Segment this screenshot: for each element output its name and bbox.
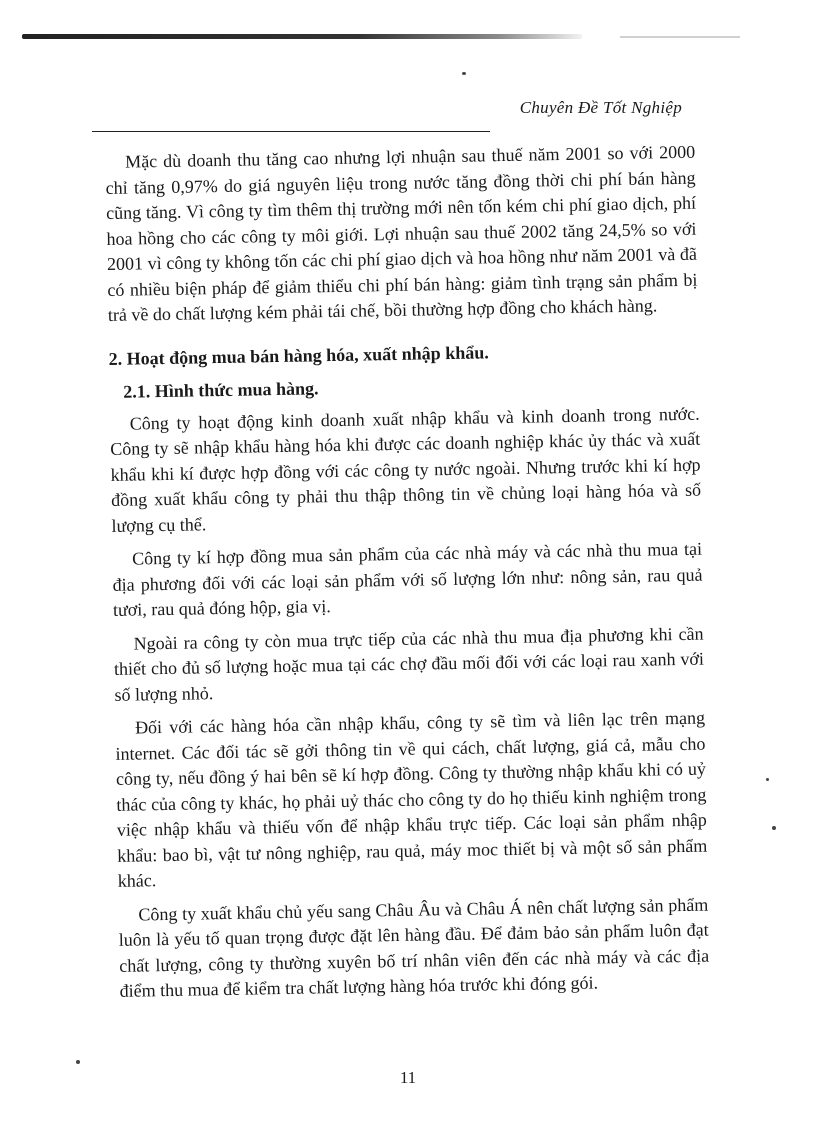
scan-speck [76,1060,80,1064]
document-body [105,140,710,1005]
paragraph: Công ty hoạt động kinh doanh xuất nhập khẩu và kinh doanh trong nước. Công ty sẽ nhập khẩu hàng hóa khi được các doanh nghiệp khác ủy thác và xuất khẩu khi kí được hợp đồng với các công ty nước ngoài. Nhưng trước khi kí hợp đồng xuất khẩu công ty phải thu thập thông tin về chủng loại hàng hóa và số lượng cụ thể. [110,403,702,536]
header-rule [92,131,490,132]
paragraph: Mặc dù doanh thu tăng cao nhưng lợi nhuận sau thuế năm 2001 so với 2000 chỉ tăng 0,97% do giá nguyên liệu trong nước tăng đồng thời chi phí bán hàng cũng tăng. Vì công ty tìm thêm thị trường mới nên tốn kém chi phí giao dịch, phí hoa hồng cho các công ty môi giới. Lợi nhuận sau thuế 2002 tăng 24,5% so với 2001 vì công ty không tốn các chi phí giao dịch và hoa hồng như năm 2001 và đã có nhiều biện pháp để giảm thiểu chi phí bán hàng: giảm tình trạng sản phẩm bị trả về do chất lượng kém phải tái chế, bồi thường hợp đồng cho khách hàng. [105,141,698,325]
paragraph: Đối với các hàng hóa cần nhập khẩu, công ty sẽ tìm và liên lạc trên mạng internet. Các đối tác sẽ gởi thông tin về qui cách, chất lượng, giá cả, mẫu cho công ty, nếu đồng ý hai bên sẽ kí hợp đồng. Công ty thường nhập khẩu khi có uỷ thác của công ty khác, họ phải uỷ thác cho công ty do họ thiếu kinh nghiệm trong việc nhập khẩu và thiếu vốn để nhập khẩu trực tiếp. Các loại sản phẩm nhập khẩu: bao bì, vật tư nông nghiệp, rau quả, máy moc thiết bị và một số sản phẩm khác. [115,707,708,891]
scan-speck [766,778,769,781]
paragraph: Ngoài ra công ty còn mua trực tiếp của các nhà thu mua địa phương khi cần thiết cho đủ số lượng hoặc mua tại các chợ đầu mối đối với các loại rau xanh với số lượng nhỏ. [113,623,705,705]
header-title: Chuyên Đề Tốt Nghiệp [519,98,682,117]
section-heading: 2. Hoạt động mua bán hàng hóa, xuất nhập khẩu. [108,341,489,369]
scan-border-faint [620,36,740,38]
scan-border-top [22,34,582,39]
scan-speck [772,826,776,830]
page-number: 11 [399,1068,417,1087]
scan-speck [462,72,466,75]
paragraph: Công ty kí hợp đồng mua sản phẩm của các nhà máy và các nhà thu mua tại địa phương đối với các loại sản phẩm với số lượng lớn như: nông sản, rau quả tươi, rau quả đóng hộp, gia vị. [112,538,703,620]
subsection-heading: 2.1. Hình thức mua hàng. [123,378,319,402]
page-header [92,96,682,132]
paragraph: Công ty xuất khẩu chủ yếu sang Châu Âu và Châu Á nên chất lượng sản phẩm luôn là yếu tố quan trọng được đặt lên hàng đầu. Để đảm bảo sản phẩm luôn đạt chất lượng, công ty thường xuyên bố trí nhân viên đến các nhà máy và các địa điểm thu mua để kiểm tra chất lượng hàng hóa trước khi đóng gói. [118,894,710,1001]
